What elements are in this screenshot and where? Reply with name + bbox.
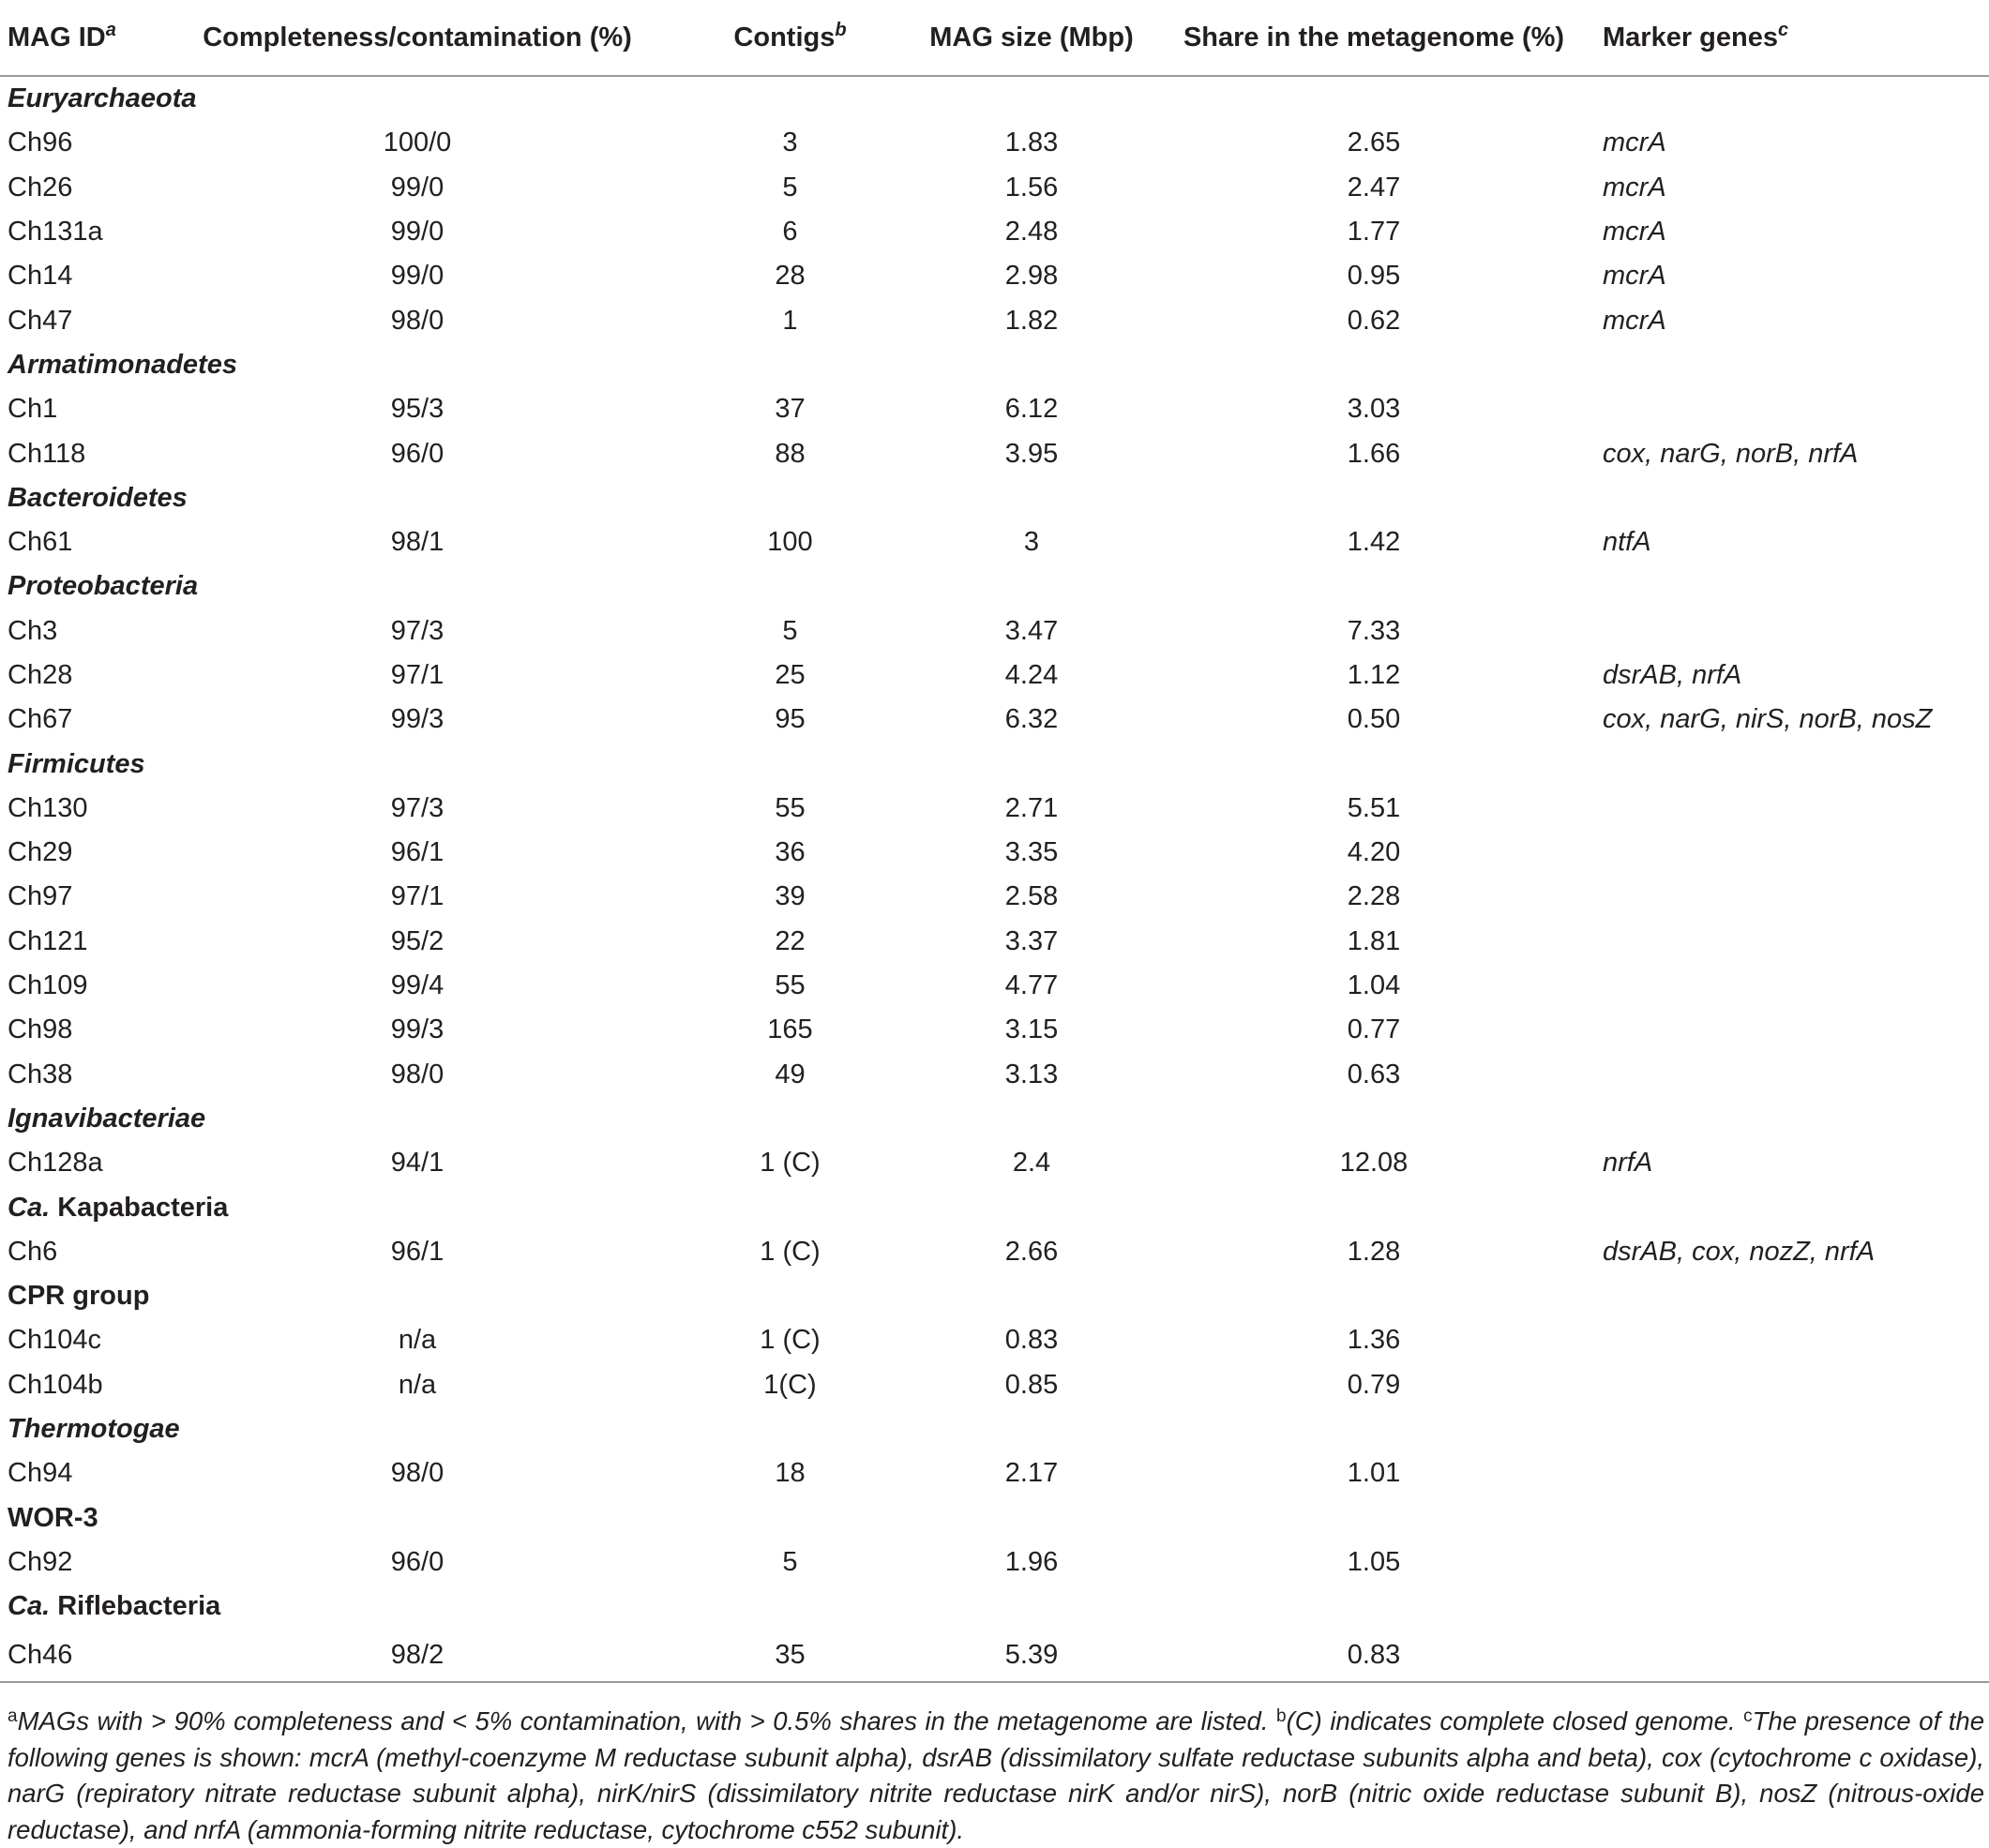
cell-share: 0.95 — [1347, 261, 1401, 292]
cell-contigs: 1 (C) — [760, 1236, 821, 1267]
cell-contigs: 5 — [782, 1546, 798, 1577]
group-row — [0, 1496, 1989, 1540]
cell-mag-id: Ch1 — [8, 394, 58, 425]
cell-contigs: 36 — [775, 837, 806, 868]
cell-marker-genes — [1599, 1540, 1989, 1585]
cell-completeness: 99/3 — [390, 1014, 445, 1045]
cell-marker-genes: mcrA — [1603, 261, 1666, 292]
group-name: Kapabacteria — [50, 1192, 229, 1223]
cell-share: 2.47 — [1347, 172, 1401, 203]
cell-mag-id: Ch61 — [8, 527, 73, 558]
group-row — [0, 1097, 1989, 1141]
cell-contigs: 22 — [775, 925, 806, 956]
group-name: Riflebacteria — [50, 1591, 221, 1622]
cell-completeness: 99/0 — [390, 217, 445, 248]
cell-marker-genes — [1599, 964, 1989, 1008]
cell-contigs: 165 — [767, 1014, 813, 1045]
cell-mag-size: 3.47 — [1004, 615, 1059, 646]
cell-marker-genes: mcrA — [1603, 305, 1666, 336]
group-label — [0, 1585, 1989, 1629]
cell-mag-id: Ch47 — [8, 305, 73, 336]
cell-share: 4.20 — [1347, 837, 1401, 868]
table-footnotes — [8, 1704, 1984, 1848]
cell-completeness: 100/0 — [383, 128, 452, 158]
cell-share: 1.28 — [1347, 1236, 1401, 1267]
cell-contigs: 25 — [775, 660, 806, 690]
cell-completeness: 98/0 — [390, 305, 445, 336]
cell-share: 1.81 — [1347, 925, 1401, 956]
cell-marker-genes: dsrAB, nrfA — [1603, 660, 1742, 690]
cell-mag-id: Ch26 — [8, 172, 73, 203]
group-label — [0, 76, 1989, 121]
table-row — [0, 1363, 1989, 1407]
cell-mag-size: 2.66 — [1004, 1236, 1059, 1267]
cell-completeness: 97/1 — [390, 881, 445, 912]
cell-mag-id: Ch3 — [8, 615, 58, 646]
cell-marker-genes: cox, narG, norB, nrfA — [1603, 438, 1859, 469]
header-row — [0, 0, 1989, 76]
table-row — [0, 121, 1989, 165]
table-row — [0, 964, 1989, 1008]
cell-mag-id: Ch28 — [8, 660, 73, 690]
cell-share: 0.63 — [1347, 1059, 1401, 1089]
cell-marker-genes — [1599, 1363, 1989, 1407]
group-name: Euryarchaeota — [8, 83, 197, 114]
table-row — [0, 875, 1989, 919]
cell-completeness: 97/1 — [390, 660, 445, 690]
cell-completeness: 99/3 — [390, 704, 445, 735]
cell-mag-size: 3.13 — [1004, 1059, 1059, 1089]
table-row — [0, 210, 1989, 254]
table-row — [0, 1008, 1989, 1052]
cell-contigs: 35 — [666, 1629, 914, 1682]
cell-mag-size: 0.85 — [1004, 1369, 1059, 1400]
cell-share: 1.12 — [1347, 660, 1401, 690]
footnote-b-marker: b — [1276, 1706, 1287, 1726]
cell-mag-id: Ch14 — [8, 261, 73, 292]
cell-completeness: 96/1 — [390, 837, 445, 868]
table-row — [0, 1540, 1989, 1585]
cell-marker-genes — [1599, 787, 1989, 831]
cell-marker-genes — [1599, 387, 1989, 431]
cell-mag-id: Ch128a — [8, 1148, 103, 1179]
table-row — [0, 1141, 1989, 1185]
cell-mag-size: 4.24 — [1004, 660, 1059, 690]
group-row — [0, 1274, 1989, 1318]
cell-mag-id: Ch96 — [8, 128, 73, 158]
cell-marker-genes: nrfA — [1603, 1148, 1653, 1179]
group-label — [0, 1496, 1989, 1540]
group-row — [0, 476, 1989, 520]
cell-marker-genes — [1599, 1629, 1989, 1682]
table-row — [0, 166, 1989, 210]
cell-share: 0.62 — [1347, 305, 1401, 336]
table-row — [0, 254, 1989, 298]
header-marker-genes: Marker genes$^c$ — [1599, 0, 1989, 76]
cell-share: 1.77 — [1347, 217, 1401, 248]
cell-share: 0.83 — [1149, 1629, 1599, 1682]
group-label — [0, 1407, 1989, 1451]
cell-share: 12.08 — [1339, 1148, 1409, 1179]
group-row — [0, 1185, 1989, 1229]
cell-contigs: 28 — [775, 261, 806, 292]
cell-completeness: n/a — [398, 1325, 437, 1356]
group-prefix: Ca. — [8, 1192, 51, 1223]
footnote-c-text: The presence of the following genes is shown: mcrA (methyl-coenzyme M reductase subunit alpha), dsrAB (dissimilatory sulfate reductase subunits alpha and beta), cox (cytochrome c oxidase), narG (repiratory nitrate reductase subunit alpha), nirK/nirS (dissimilatory nitrite reductase nirK and/or nirS), norB (nitric oxide reductase subunit B), nosZ (nitrous-oxide reductase), and nrfA (ammonia-forming nitrite reductase, cytochrome c552 subunit). — [8, 1706, 1984, 1844]
cell-share: 1.05 — [1347, 1546, 1401, 1577]
cell-contigs: 1 (C) — [760, 1148, 821, 1179]
cell-share: 1.42 — [1347, 527, 1401, 558]
group-name: Bacteroidetes — [8, 482, 188, 513]
cell-share: 7.33 — [1347, 615, 1401, 646]
group-name: Thermotogae — [8, 1414, 180, 1445]
cell-contigs: 5 — [782, 615, 798, 646]
footnote-a-marker: a — [8, 1706, 18, 1726]
cell-contigs: 49 — [775, 1059, 806, 1089]
cell-contigs: 95 — [775, 704, 806, 735]
footnote-b-text: (C) indicates complete closed genome. — [1286, 1706, 1744, 1735]
cell-completeness: 98/0 — [390, 1458, 445, 1489]
cell-mag-id: Ch131a — [8, 217, 103, 248]
cell-completeness: n/a — [398, 1369, 437, 1400]
cell-mag-id: Ch121 — [8, 925, 88, 956]
cell-marker-genes: mcrA — [1603, 217, 1666, 248]
table-row — [0, 431, 1989, 475]
header-mag-id: MAG $ID^a$ — [0, 0, 169, 76]
cell-completeness: 99/4 — [390, 970, 445, 1001]
cell-share: 2.65 — [1347, 128, 1401, 158]
cell-completeness: 99/0 — [390, 261, 445, 292]
group-row — [0, 564, 1989, 608]
footnote-a-text: MAGs with > 90% completeness and < 5% contamination, with > 0.5% shares in the metagenome are listed. — [17, 1706, 1277, 1735]
header-contigs: Contigs$^b$ — [666, 0, 914, 76]
table-row — [0, 1451, 1989, 1495]
cell-completeness: 94/1 — [390, 1148, 445, 1179]
table-row — [0, 1230, 1989, 1274]
cell-share: 5.51 — [1347, 792, 1401, 823]
cell-mag-size: 3.95 — [1004, 438, 1059, 469]
group-row — [0, 343, 1989, 387]
group-label — [0, 476, 1989, 520]
cell-completeness: 97/3 — [390, 615, 445, 646]
cell-completeness: 98/0 — [390, 1059, 445, 1089]
header-mag-size: MAG size (Mbp) — [914, 0, 1149, 76]
cell-mag-size: 2.71 — [1004, 792, 1059, 823]
cell-contigs: 37 — [775, 394, 806, 425]
cell-contigs: 55 — [775, 792, 806, 823]
header-completeness: Completeness/contamination (%) — [169, 0, 666, 76]
cell-marker-genes: cox, narG, nirS, norB, nosZ — [1603, 704, 1933, 735]
cell-share: 0.50 — [1347, 704, 1401, 735]
cell-mag-id: Ch104b — [8, 1369, 103, 1400]
group-name: Proteobacteria — [8, 571, 199, 602]
cell-share: 2.28 — [1347, 881, 1401, 912]
cell-share: 1.66 — [1347, 438, 1401, 469]
cell-contigs: 100 — [767, 527, 813, 558]
cell-mag-id: Ch118 — [8, 438, 86, 469]
group-row — [0, 742, 1989, 786]
group-name: Firmicutes — [8, 748, 145, 779]
cell-mag-size: 2.17 — [1004, 1458, 1059, 1489]
cell-mag-size: 1.96 — [1004, 1546, 1059, 1577]
footnote-c-marker: c — [1743, 1706, 1753, 1726]
cell-share: 0.79 — [1347, 1369, 1401, 1400]
cell-completeness: 96/1 — [390, 1236, 445, 1267]
cell-mag-id: Ch46 — [0, 1629, 169, 1682]
group-row — [0, 1585, 1989, 1629]
cell-mag-id: Ch130 — [8, 792, 88, 823]
table-row — [0, 1053, 1989, 1097]
cell-mag-size: 3 — [1023, 527, 1040, 558]
cell-mag-size: 1.56 — [1004, 172, 1059, 203]
cell-mag-id: Ch97 — [8, 881, 73, 912]
group-label — [0, 343, 1989, 387]
table-row — [0, 698, 1989, 742]
cell-share: 1.04 — [1347, 970, 1401, 1001]
cell-marker-genes — [1599, 1053, 1989, 1097]
cell-mag-size: 0.83 — [1004, 1325, 1059, 1356]
group-label — [0, 564, 1989, 608]
cell-mag-size: 5.39 — [914, 1629, 1149, 1682]
cell-mag-id: Ch109 — [8, 970, 88, 1001]
cell-marker-genes — [1599, 920, 1989, 964]
table-body — [0, 76, 1989, 1682]
cell-mag-id: Ch92 — [8, 1546, 73, 1577]
cell-mag-id: Ch38 — [8, 1059, 73, 1089]
cell-marker-genes — [1599, 1451, 1989, 1495]
group-label — [0, 742, 1989, 786]
cell-marker-genes: mcrA — [1603, 128, 1666, 158]
cell-mag-size: 1.83 — [1004, 128, 1059, 158]
cell-mag-id: Ch29 — [8, 837, 73, 868]
cell-completeness: 98/1 — [390, 527, 445, 558]
cell-marker-genes — [1599, 609, 1989, 654]
cell-share: 1.01 — [1347, 1458, 1401, 1489]
cell-completeness: 95/3 — [390, 394, 445, 425]
cell-contigs: 39 — [775, 881, 806, 912]
table-row — [0, 831, 1989, 875]
cell-marker-genes: dsrAB, cox, nozZ, nrfA — [1603, 1236, 1876, 1267]
cell-mag-size: 2.58 — [1004, 881, 1059, 912]
cell-marker-genes — [1599, 831, 1989, 875]
group-row — [0, 1407, 1989, 1451]
header-share: Share in the metagenome (%) — [1149, 0, 1599, 76]
cell-contigs: 1 — [782, 305, 798, 336]
group-label — [0, 1185, 1989, 1229]
cell-completeness: 96/0 — [390, 438, 445, 469]
cell-completeness: 97/3 — [390, 792, 445, 823]
cell-mag-size: 2.4 — [1012, 1148, 1051, 1179]
cell-marker-genes: mcrA — [1603, 172, 1666, 203]
cell-mag-size: 2.48 — [1004, 217, 1059, 248]
table-row — [0, 654, 1989, 698]
group-label — [0, 1097, 1989, 1141]
table-row — [0, 387, 1989, 431]
cell-mag-size: 1.82 — [1004, 305, 1059, 336]
cell-completeness: 96/0 — [390, 1546, 445, 1577]
table-row — [0, 787, 1989, 831]
table-row — [0, 298, 1989, 342]
cell-mag-size: 6.32 — [1004, 704, 1059, 735]
cell-marker-genes — [1599, 1318, 1989, 1362]
cell-share: 1.36 — [1347, 1325, 1401, 1356]
table-row — [0, 1629, 1989, 1682]
group-name: CPR group — [8, 1281, 150, 1312]
cell-mag-id: Ch67 — [8, 704, 73, 735]
cell-mag-size: 4.77 — [1004, 970, 1059, 1001]
group-row — [0, 76, 1989, 121]
table-header — [0, 0, 1989, 76]
cell-contigs: 5 — [782, 172, 798, 203]
cell-completeness: 95/2 — [390, 925, 445, 956]
cell-mag-id: Ch6 — [8, 1236, 58, 1267]
table-row — [0, 609, 1989, 654]
cell-mag-id: Ch98 — [8, 1014, 73, 1045]
group-name: Armatimonadetes — [8, 349, 237, 380]
cell-contigs: 1 (C) — [760, 1325, 821, 1356]
cell-share: 0.77 — [1347, 1014, 1401, 1045]
table-row — [0, 1318, 1989, 1362]
cell-contigs: 1(C) — [763, 1369, 817, 1400]
table-row — [0, 520, 1989, 564]
cell-mag-size: 3.37 — [1004, 925, 1059, 956]
cell-marker-genes — [1599, 1008, 1989, 1052]
cell-mag-id: Ch104c — [8, 1325, 101, 1356]
group-prefix: Ca. — [8, 1591, 51, 1622]
cell-marker-genes: ntfA — [1603, 527, 1651, 558]
cell-mag-size: 3.35 — [1004, 837, 1059, 868]
table-row — [0, 920, 1989, 964]
cell-completeness: 98/2 — [169, 1629, 666, 1682]
cell-mag-size: 2.98 — [1004, 261, 1059, 292]
cell-completeness: 99/0 — [390, 172, 445, 203]
cell-contigs: 18 — [775, 1458, 806, 1489]
group-name: WOR-3 — [8, 1502, 98, 1533]
cell-mag-size: 3.15 — [1004, 1014, 1059, 1045]
cell-contigs: 3 — [782, 128, 798, 158]
cell-share: 3.03 — [1347, 394, 1401, 425]
cell-mag-id: Ch94 — [8, 1458, 73, 1489]
cell-contigs: 55 — [775, 970, 806, 1001]
cell-mag-size: 6.12 — [1004, 394, 1059, 425]
cell-contigs: 88 — [775, 438, 806, 469]
cell-marker-genes — [1599, 875, 1989, 919]
cell-contigs: 6 — [782, 217, 798, 248]
group-name: Ignavibacteriae — [8, 1103, 206, 1134]
group-label — [0, 1274, 1989, 1318]
